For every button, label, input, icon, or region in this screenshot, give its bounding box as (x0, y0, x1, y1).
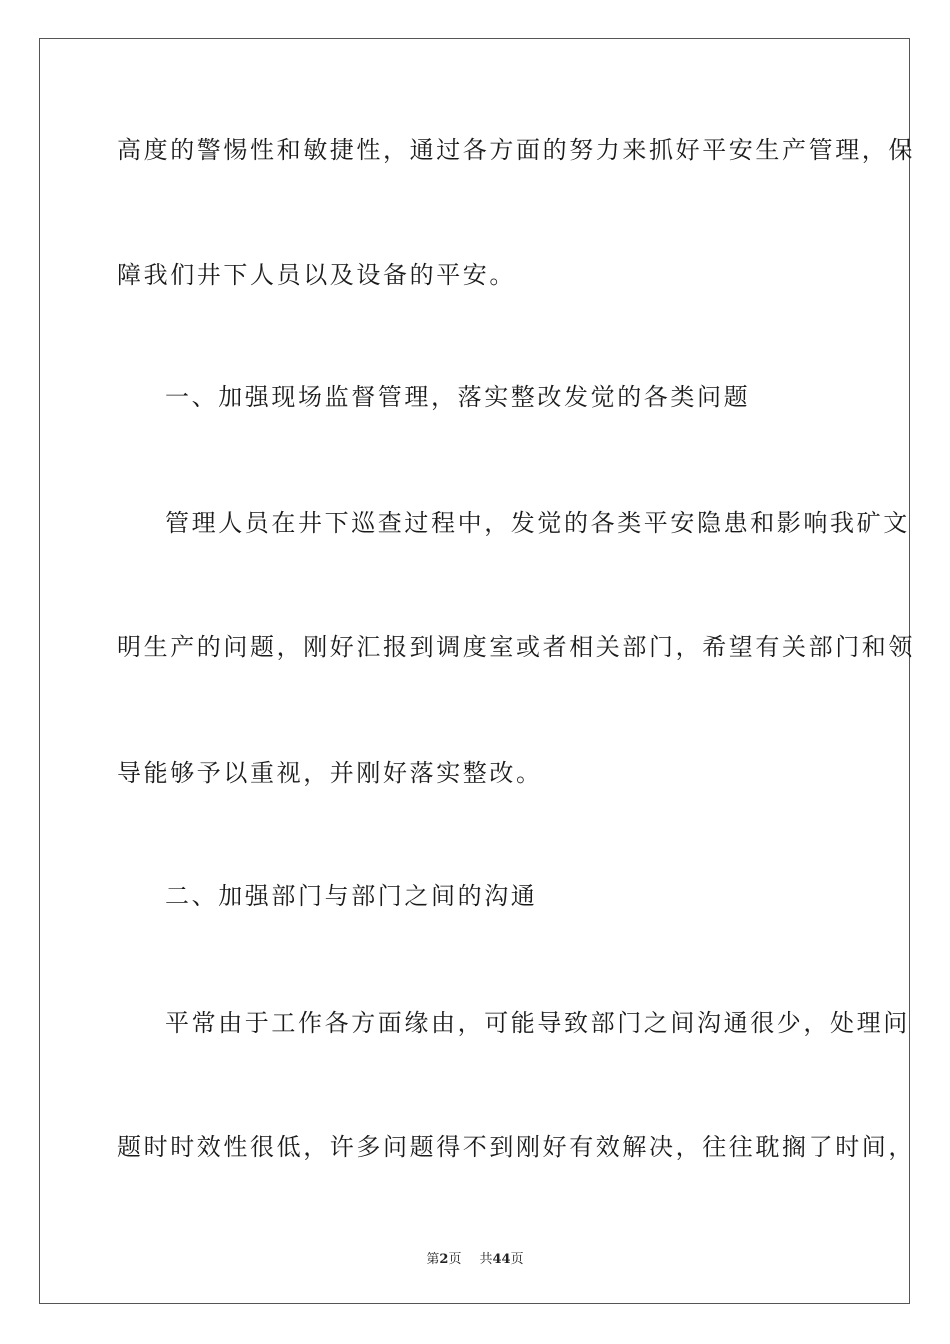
page-footer (0, 1248, 950, 1267)
body-text-line: 障我们井下人员以及设备的平安。 (117, 261, 516, 289)
body-text-line: 高度的警惕性和敏捷性，通过各方面的努力来抓好平安生产管理，保 (117, 136, 915, 164)
footer-page-prefix: 第 (426, 1252, 440, 1267)
section-heading-2: 二、加强部门与部门之间的沟通 (165, 882, 538, 910)
footer-total-suffix: 页 (510, 1252, 524, 1267)
body-text-line: 管理人员在井下巡查过程中，发觉的各类平安隐患和影响我矿文 (165, 509, 910, 537)
body-text-line: 平常由于工作各方面缘由，可能导致部门之间沟通很少，处理问 (165, 1009, 910, 1037)
body-text-line: 导能够予以重视，并刚好落实整改。 (117, 759, 543, 787)
footer-page-suffix: 页 (448, 1252, 462, 1267)
section-heading-1: 一、加强现场监督管理，落实整改发觉的各类问题 (165, 383, 751, 411)
body-text-line: 题时时效性很低，许多问题得不到刚好有效解决，往往耽搁了时间， (117, 1133, 915, 1161)
footer-total-prefix: 共 (479, 1252, 493, 1267)
body-text-line: 明生产的问题，刚好汇报到调度室或者相关部门，希望有关部门和领 (117, 633, 915, 661)
footer-total-pages: 44 (492, 1252, 511, 1267)
footer-page-number: 2 (439, 1252, 449, 1267)
page-border (39, 38, 910, 1304)
